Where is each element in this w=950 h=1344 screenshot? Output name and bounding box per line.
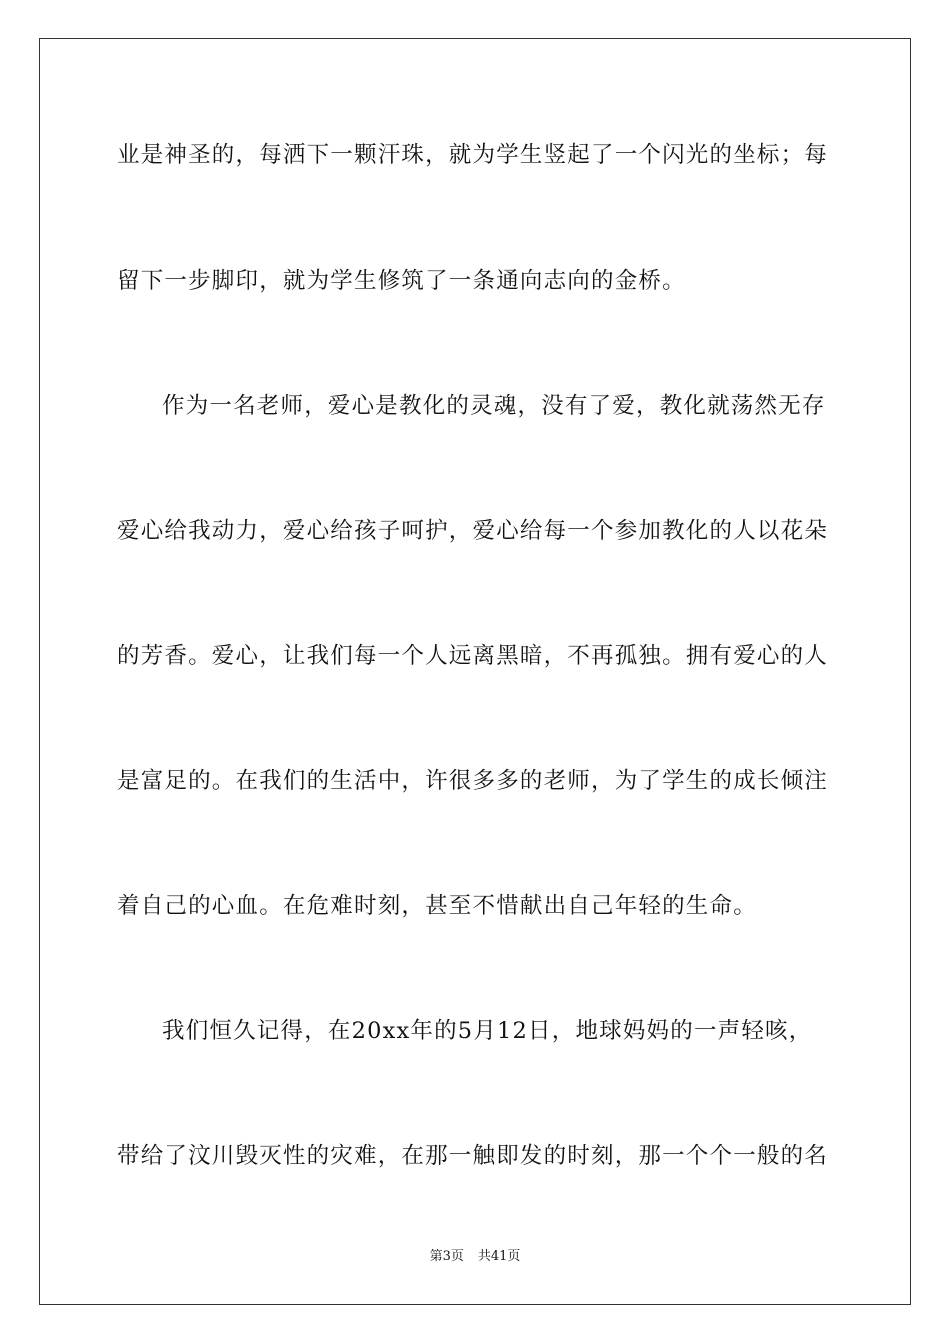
body-text-line: 爱心给我动力，爱心给孩子呵护，爱心给每一个参加教化的人以花朵: [117, 518, 829, 544]
body-text-line: 业是神圣的，每洒下一颗汗珠，就为学生竖起了一个闪光的坐标；每: [117, 142, 829, 168]
paragraph-start-line: 作为一名老师，爱心是教化的灵魂，没有了爱，教化就荡然无存: [162, 393, 826, 419]
paragraph-start-line: 我们恒久记得，在20xx年的5月12日，地球妈妈的一声轻咳，: [162, 1018, 813, 1044]
total-pages: 共41页: [477, 1249, 521, 1264]
page-border: [39, 38, 911, 1305]
body-text-line: 的芳香。爱心，让我们每一个人远离黑暗，不再孤独。拥有爱心的人: [117, 643, 829, 669]
page-footer: [0, 1249, 950, 1265]
page-number: 第3页: [429, 1249, 464, 1264]
body-text-line: 是富足的。在我们的生活中，许很多多的老师，为了学生的成长倾注: [117, 768, 829, 794]
body-text-line: 留下一步脚印，就为学生修筑了一条通向志向的金桥。: [117, 268, 686, 294]
body-text-line: 着自己的心血。在危难时刻，甚至不惜献出自己年轻的生命。: [117, 893, 757, 919]
body-text-line: 带给了汶川毁灭性的灾难，在那一触即发的时刻，那一个个一般的名: [117, 1143, 829, 1169]
